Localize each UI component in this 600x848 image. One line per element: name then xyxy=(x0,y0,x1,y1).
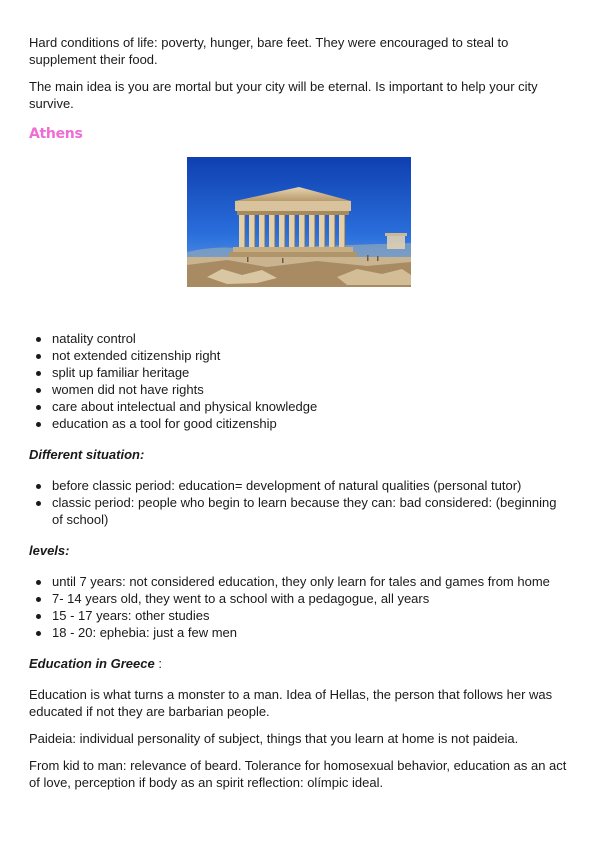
list-item: split up familiar heritage xyxy=(52,364,569,381)
section-heading-athens: Athens xyxy=(29,126,83,142)
list-item: care about intelectual and physical knowledge xyxy=(52,398,569,415)
list-item: classic period: people who begin to learn because they can: bad considered: (beginning of school) xyxy=(52,494,569,528)
list-item: education as a tool for good citizenship xyxy=(52,415,569,432)
list-item: 15 - 17 years: other studies xyxy=(52,607,569,624)
image-container xyxy=(29,157,569,287)
subheading-levels: levels: xyxy=(29,543,70,558)
athens-list xyxy=(29,330,569,432)
list-item: 18 - 20: ephebia: just a few men xyxy=(52,624,569,641)
paragraph-kid-to-man: From kid to man: relevance of beard. Tolerance for homosexual behavior, education as an act of love, perception if body as an spirit reflection: olímpic ideal. xyxy=(29,758,567,790)
list-item: natality control xyxy=(52,330,569,347)
list-item: women did not have rights xyxy=(52,381,569,398)
list-item: 7- 14 years old, they went to a school with a pedagogue, all years xyxy=(52,590,569,607)
list-item: before classic period: education= development of natural qualities (personal tutor) xyxy=(52,477,569,494)
parthenon-photo xyxy=(187,157,411,287)
education-greece-colon: : xyxy=(154,656,162,671)
subheading-education-greece xyxy=(29,655,569,672)
education-greece-title: Education in Greece xyxy=(29,656,155,671)
subheading-different-situation: Different situation: xyxy=(29,447,145,462)
levels-list xyxy=(29,573,569,641)
paragraph-conditions: Hard conditions of life: poverty, hunger, bare feet. They were encouraged to steal to supplement their food. xyxy=(29,35,509,67)
list-item: until 7 years: not considered education, they only learn for tales and games from home xyxy=(52,573,569,590)
paragraph-paideia: Paideia: individual personality of subject, things that you learn at home is not paideia. xyxy=(29,731,519,746)
list-item: not extended citizenship right xyxy=(52,347,569,364)
document-page xyxy=(29,34,569,801)
different-situation-list xyxy=(29,477,569,528)
paragraph-main-idea: The main idea is you are mortal but your city will be eternal. Is important to help your city survive. xyxy=(29,79,538,111)
paragraph-education-monster: Education is what turns a monster to a man. Idea of Hellas, the person that follows her was educated if not they are barbarian people. xyxy=(29,687,553,719)
